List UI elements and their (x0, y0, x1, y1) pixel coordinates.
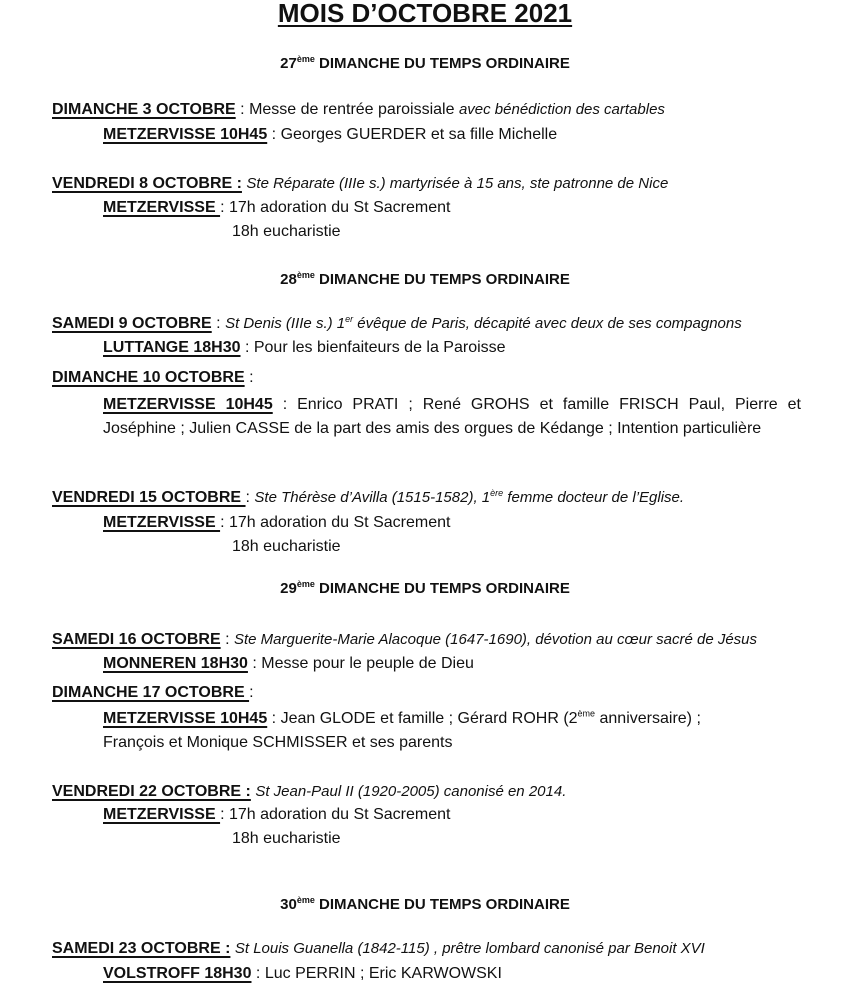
place-label: MONNEREN 18H30 (103, 655, 248, 672)
eucharist-oct-22: 18h eucharistie (232, 830, 341, 847)
place-label: METZERVISSE 10H45 (103, 126, 268, 143)
adoration-oct-22: METZERVISSE : 17h adoration du St Sacrement (103, 806, 451, 823)
entry-oct-22: VENDREDI 22 OCTOBRE : St Jean-Paul II (1920-2005) canonisé en 2014. (52, 783, 567, 800)
eucharist-oct-15: 18h eucharistie (232, 538, 341, 555)
intention-continued-oct-17: François et Monique SCHMISSER et ses parents (103, 734, 453, 751)
date-label: VENDREDI 22 OCTOBRE : (52, 783, 251, 800)
sunday-heading-30: 30ème DIMANCHE DU TEMPS ORDINAIRE (280, 895, 570, 913)
place-label: METZERVISSE 10H45 (103, 710, 268, 727)
entry-oct-9: SAMEDI 9 OCTOBRE : St Denis (IIIe s.) 1er évêque de Paris, décapité avec deux de ses compagnons (52, 314, 742, 332)
sunday-heading-27: 27ème DIMANCHE DU TEMPS ORDINAIRE (280, 54, 570, 72)
date-label: SAMEDI 9 OCTOBRE (52, 315, 212, 332)
date-label: SAMEDI 16 OCTOBRE (52, 631, 221, 648)
date-label: DIMANCHE 10 OCTOBRE (52, 369, 245, 386)
mass-metzervisse-oct-10: METZERVISSE 10H45 : Enrico PRATI ; René GROHS et famille FRISCH Paul, Pierre et Joséphine ; Julien CASSE de la part des amis des orgues de Kédange ; Intention particulière (103, 396, 801, 437)
entry-oct-23: SAMEDI 23 OCTOBRE : St Louis Guanella (1842-115) , prêtre lombard canonisé par Benoit XVI (52, 940, 705, 957)
entry-oct-16: SAMEDI 16 OCTOBRE : Ste Marguerite-Marie Alacoque (1647-1690), dévotion au cœur sacré de Jésus (52, 631, 758, 648)
date-label: VENDREDI 15 OCTOBRE (52, 489, 246, 506)
adoration-oct-15: METZERVISSE : 17h adoration du St Sacrement (103, 514, 451, 531)
place-label: METZERVISSE (103, 514, 221, 531)
date-label: SAMEDI 23 OCTOBRE : (52, 940, 231, 957)
place-label: METZERVISSE (103, 199, 221, 216)
entry-oct-3: DIMANCHE 3 OCTOBRE : Messe de rentrée paroissiale avec bénédiction des cartables (52, 101, 665, 118)
mass-luttange-oct-9: LUTTANGE 18H30 : Pour les bienfaiteurs de la Paroisse (103, 339, 506, 356)
entry-oct-15: VENDREDI 15 OCTOBRE : Ste Thérèse d’Avilla (1515-1582), 1ère femme docteur de l’Eglise. (52, 488, 685, 506)
date-label: DIMANCHE 17 OCTOBRE (52, 684, 250, 701)
page-title: MOIS D’OCTOBRE 2021 (277, 0, 573, 28)
adoration-oct-8: METZERVISSE : 17h adoration du St Sacrement (103, 199, 451, 216)
eucharist-oct-8: 18h eucharistie (232, 223, 341, 240)
place-label: METZERVISSE (103, 806, 221, 823)
entry-oct-10: DIMANCHE 10 OCTOBRE : (52, 369, 254, 386)
place-label: METZERVISSE 10H45 (103, 396, 273, 413)
mass-monneren-oct-16: MONNEREN 18H30 : Messe pour le peuple de Dieu (103, 655, 474, 672)
place-label: VOLSTROFF 18H30 (103, 965, 252, 982)
mass-metzervisse-oct-17: METZERVISSE 10H45 : Jean GLODE et famille ; Gérard ROHR (2ème anniversaire) ; (103, 708, 701, 727)
entry-oct-17: DIMANCHE 17 OCTOBRE : (52, 684, 254, 701)
entry-oct-8: VENDREDI 8 OCTOBRE : Ste Réparate (IIIe s.) martyrisée à 15 ans, ste patronne de Nice (52, 175, 669, 192)
mass-metzervisse-oct-3: METZERVISSE 10H45 : Georges GUERDER et sa fille Michelle (103, 126, 558, 143)
date-label: VENDREDI 8 OCTOBRE : (52, 175, 242, 192)
mass-volstroff-oct-23: VOLSTROFF 18H30 : Luc PERRIN ; Eric KARWOWSKI (103, 965, 502, 982)
place-label: LUTTANGE 18H30 (103, 339, 241, 356)
sunday-heading-29: 29ème DIMANCHE DU TEMPS ORDINAIRE (280, 579, 570, 597)
date-label: DIMANCHE 3 OCTOBRE (52, 101, 236, 118)
sunday-heading-28: 28ème DIMANCHE DU TEMPS ORDINAIRE (280, 270, 570, 288)
